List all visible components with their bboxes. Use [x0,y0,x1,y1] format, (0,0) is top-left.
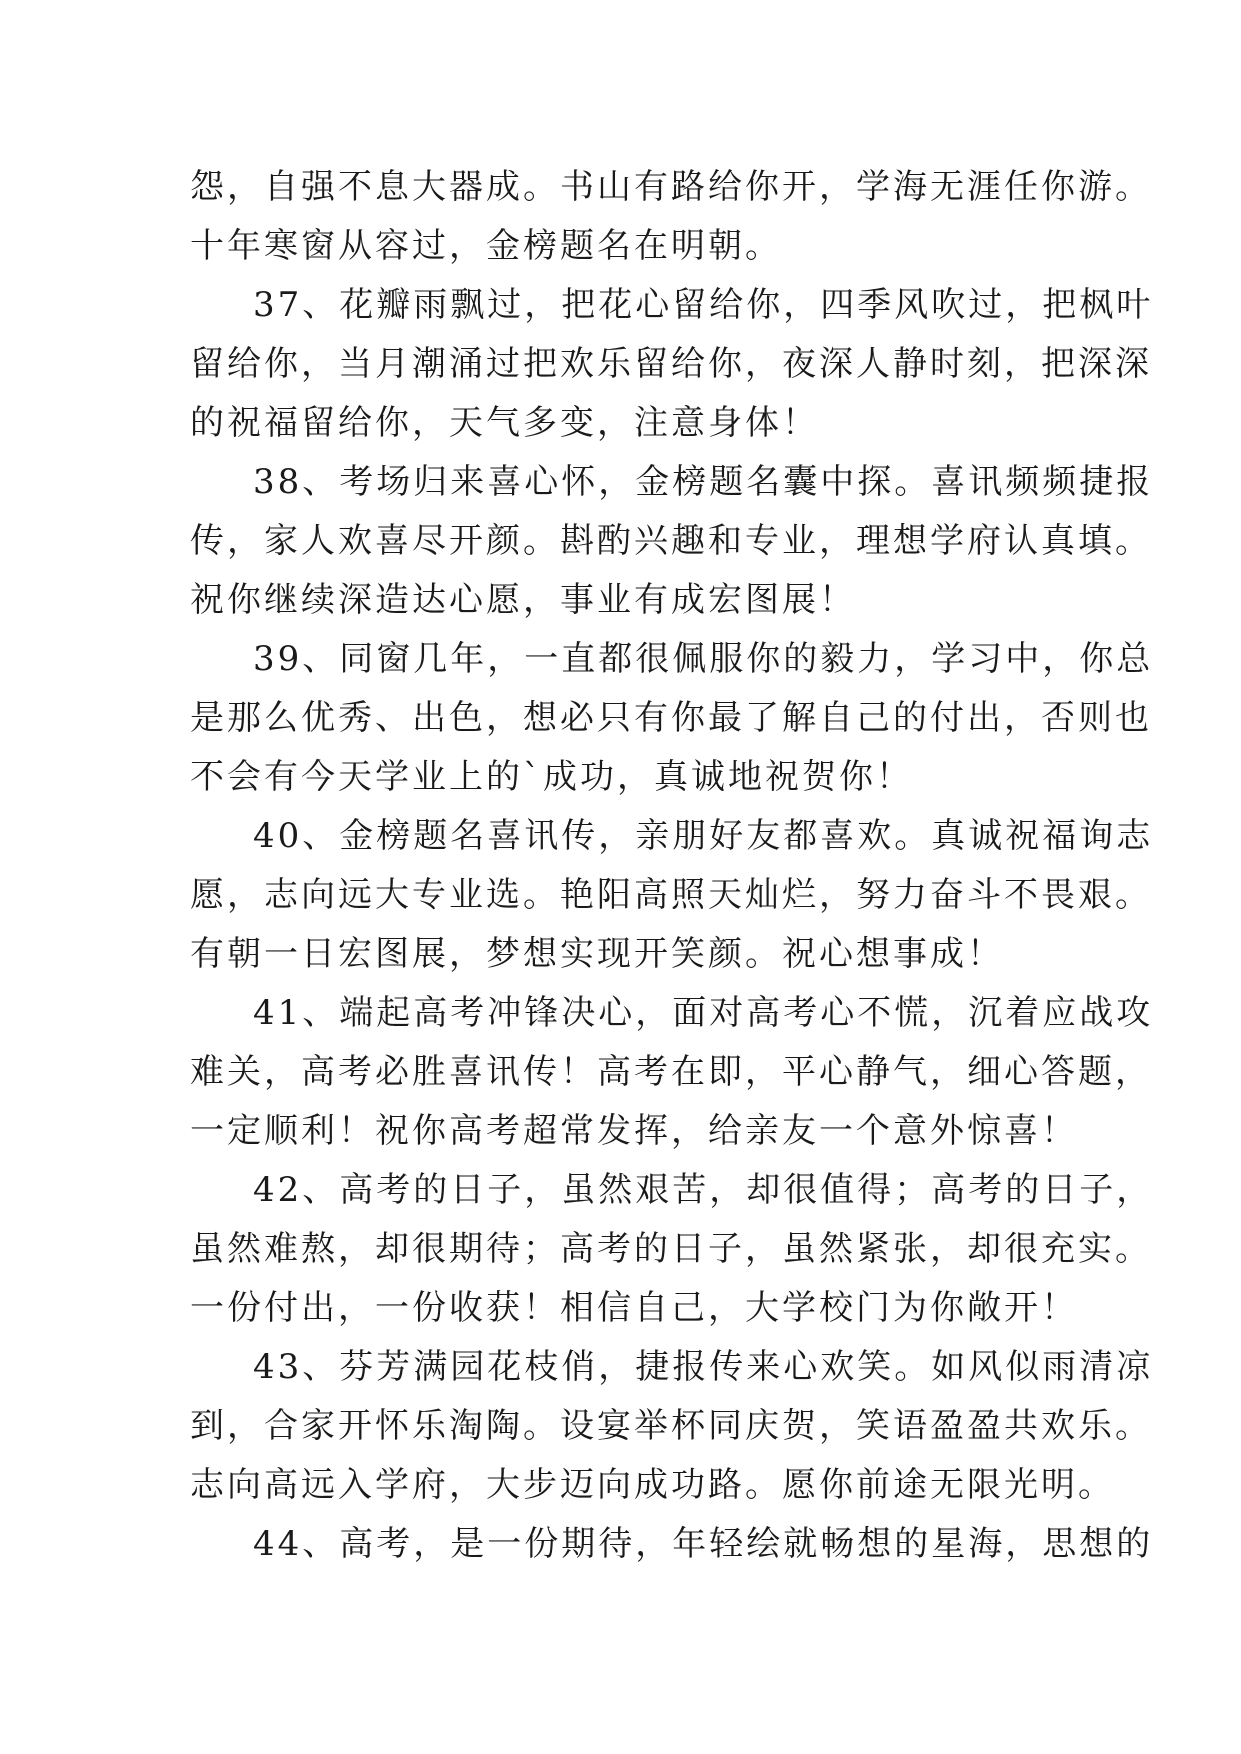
paragraph-line: 一份付出，一份收获！相信自己，大学校门为你敞开！ [190,1288,1078,1328]
paragraph-first-line: 37、花瓣雨飘过，把花心留给你，四季风吹过，把枫叶 [253,285,1154,325]
paragraph-line: 传，家人欢喜尽开颜。斟酌兴趣和专业，理想学府认真填。 [190,521,1152,561]
paragraph-first-line: 44、高考，是一份期待，年轻绘就畅想的星海，思想的 [253,1524,1154,1564]
paragraph-first-line: 39、同窗几年，一直都很佩服你的毅力，学习中，你总 [253,639,1154,679]
paragraph-first-line: 43、芬芳满园花枝俏，捷报传来心欢笑。如风似雨清凉 [253,1347,1154,1387]
paragraph-line: 难关，高考必胜喜讯传！高考在即，平心静气，细心答题， [190,1052,1152,1092]
paragraph-line: 愿，志向远大专业选。艳阳高照天灿烂，努力奋斗不畏艰。 [190,875,1152,915]
document-body [190,158,1154,1574]
paragraph-line: 到，合家开怀乐淘陶。设宴举杯同庆贺，笑语盈盈共欢乐。 [190,1406,1152,1446]
paragraph-line: 有朝一日宏图展，梦想实现开笑颜。祝心想事成！ [190,934,1004,974]
paragraph-line: 留给你，当月潮涌过把欢乐留给你，夜深人静时刻，把深深 [190,344,1152,384]
paragraph-line: 虽然难熬，却很期待；高考的日子，虽然紧张，却很充实。 [190,1229,1152,1269]
paragraph-line: 怨，自强不息大器成。书山有路给你开，学海无涯任你游。 [190,167,1152,207]
paragraph-line: 志向高远入学府，大步迈向成功路。愿你前途无限光明。 [190,1465,1115,1505]
paragraph-line: 祝你继续深造达心愿，事业有成宏图展！ [190,580,856,620]
paragraph-line: 一定顺利！祝你高考超常发挥，给亲友一个意外惊喜！ [190,1111,1078,1151]
paragraph-line: 是那么优秀、出色，想必只有你最了解自己的付出，否则也 [190,698,1152,738]
paragraph-first-line: 41、端起高考冲锋决心，面对高考心不慌，沉着应战攻 [253,993,1154,1033]
paragraph-first-line: 40、金榜题名喜讯传，亲朋好友都喜欢。真诚祝福询志 [253,816,1154,856]
paragraph-line: 的祝福留给你，天气多变，注意身体！ [190,403,819,443]
paragraph-first-line: 42、高考的日子，虽然艰苦，却很值得；高考的日子， [253,1170,1154,1210]
paragraph-first-line: 38、考场归来喜心怀，金榜题名囊中探。喜讯频频捷报 [253,462,1154,502]
paragraph-line: 十年寒窗从容过，金榜题名在明朝。 [190,226,782,266]
paragraph-line: 不会有今天学业上的`成功，真诚地祝贺你！ [190,757,913,797]
